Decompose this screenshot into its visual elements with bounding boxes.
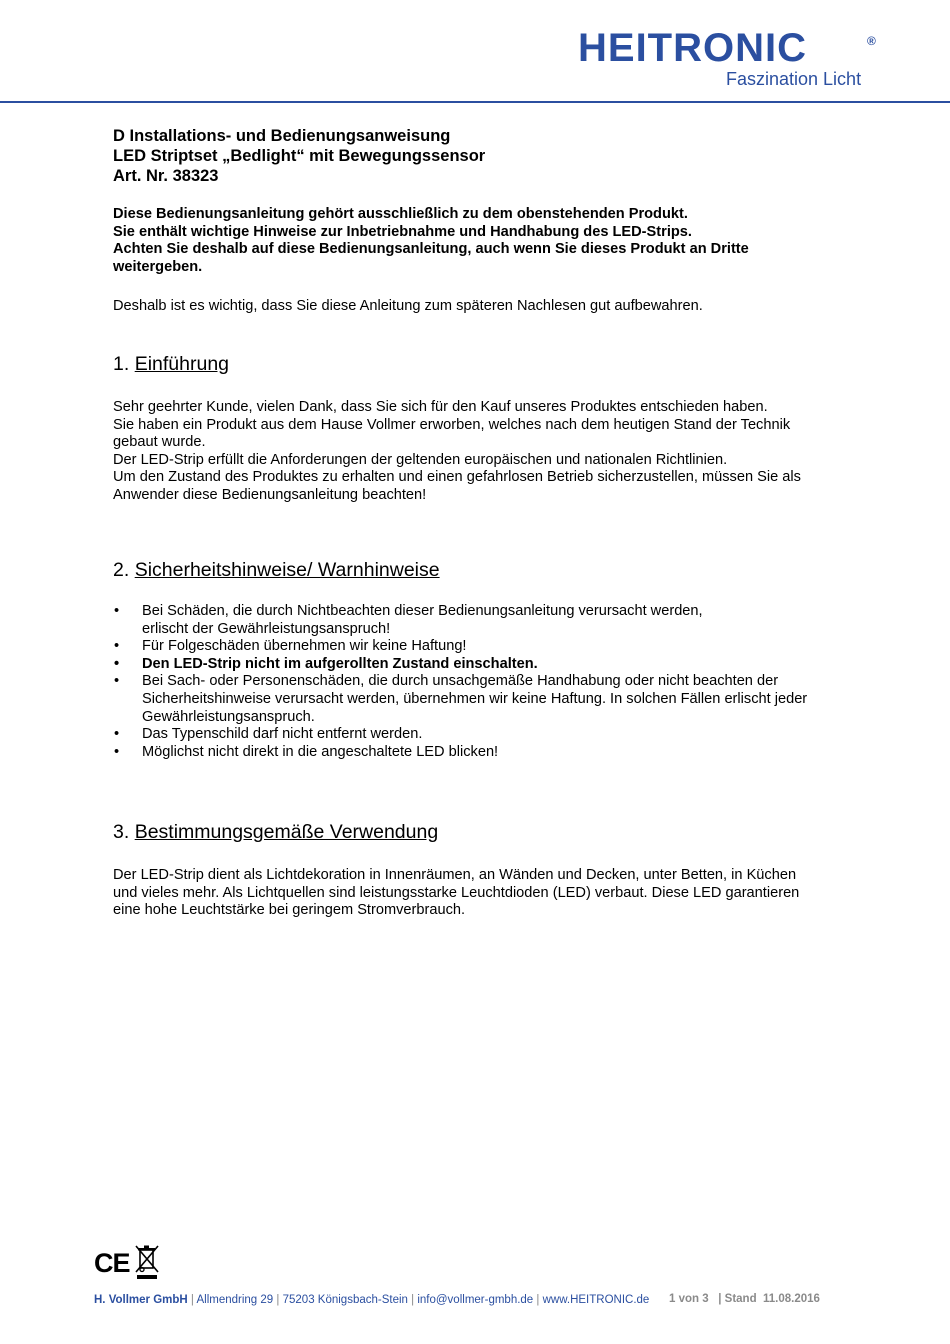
section-number: 3. — [113, 821, 130, 843]
safety-list — [113, 603, 843, 761]
footer-separator: | — [411, 1294, 415, 1306]
footer-separator: | — [190, 1294, 194, 1306]
registered-mark: ® — [867, 34, 876, 48]
document-title — [113, 126, 843, 186]
list-item — [113, 603, 843, 638]
paragraph-line: Sie haben ein Produkt aus dem Hause Vollmer erworben, welches nach dem heutigen Stand der Technik — [113, 416, 791, 433]
bullet-icon: • — [114, 673, 120, 690]
footer-separator: | — [536, 1294, 540, 1306]
list-item — [113, 673, 843, 726]
page-info — [669, 1293, 820, 1305]
intro-line: Sie enthält wichtige Hinweise zur Inbetriebnahme und Handhabung des LED-Strips. — [113, 223, 692, 240]
intro-line: Achten Sie deshalb auf diese Bedienungsanleitung, auch wenn Sie dieses Produkt an Dritte — [113, 241, 749, 258]
paragraph-line: und vieles mehr. Als Lichtquellen sind leistungsstarke Leuchtdioden (LED) verbaut. Diese LED garantieren — [113, 884, 800, 901]
paragraph-line: gebaut wurde. — [113, 434, 206, 451]
section-title: Einführung — [134, 353, 230, 375]
section-1-heading — [113, 352, 843, 376]
crossed-out-wheelie-bin-icon — [135, 1244, 159, 1280]
title-line-3: Art. Nr. 38323 — [113, 167, 219, 185]
list-item-line: Bei Sach- oder Personenschäden, die durch unsachgemäße Handhabung oder nicht beachten der — [142, 673, 779, 690]
email-address: info@vollmer-gmbh.de — [417, 1294, 534, 1306]
ce-mark-icon: CE — [94, 1248, 130, 1278]
list-item-line: Das Typenschild darf nicht entfernt werden. — [142, 726, 423, 743]
section-title: Bestimmungsgemäße Verwendung — [134, 821, 439, 843]
paragraph-line: Sehr geehrter Kunde, vielen Dank, dass Sie sich für den Kauf unseres Produktes entschieden haben. — [113, 399, 768, 415]
title-line-2: LED Striptset „Bedlight“ mit Bewegungssensor — [113, 147, 486, 165]
bullet-icon: • — [114, 655, 120, 672]
section-title: Sicherheitshinweise/ Warnhinweise — [134, 559, 440, 581]
section-3-heading — [113, 820, 843, 844]
brand-logo — [578, 28, 888, 92]
footer-separator: | — [276, 1294, 280, 1306]
bullet-icon: • — [114, 603, 120, 619]
paragraph-line: eine hohe Leuchtstärke bei geringem Stromverbrauch. — [113, 902, 466, 919]
brand-tagline: Faszination Licht — [726, 69, 862, 89]
stand-label: | Stand — [718, 1293, 757, 1305]
list-item — [113, 656, 843, 674]
intro-paragraph — [113, 206, 843, 276]
paragraph-line: Um den Zustand des Produktes zu erhalten und einen gefahrlosen Betrieb sicherzustellen, müssen Sie als — [113, 469, 801, 486]
intro-line: Diese Bedienungsanleitung gehört ausschließlich zu dem obenstehenden Produkt. — [113, 206, 688, 222]
intro-line: weitergeben. — [113, 258, 203, 275]
brand-name: HEITRONIC — [578, 26, 807, 70]
city-address: 75203 Königsbach-Stein — [282, 1294, 408, 1306]
section-1-body — [113, 399, 843, 505]
stand-date: 11.08.2016 — [762, 1293, 820, 1305]
paragraph-line: Der LED-Strip dient als Lichtdekoration in Innenräumen, an Wänden und Decken, unter Betten, in Küchen — [113, 867, 797, 883]
bullet-icon: • — [114, 638, 120, 655]
paragraph-line: Anwender diese Bedienungsanleitung beachten! — [113, 486, 427, 503]
list-item — [113, 726, 843, 744]
list-item — [113, 638, 843, 656]
list-item — [113, 744, 843, 762]
title-line-1: D Installations- und Bedienungsanweisung — [113, 127, 451, 145]
section-3-body — [113, 867, 843, 920]
company-name: H. Vollmer GmbH — [94, 1294, 188, 1306]
list-item-line: Für Folgeschäden übernehmen wir keine Haftung! — [142, 638, 467, 655]
list-item-line: Sicherheitshinweise verursacht werden, übernehmen wir keine Haftung. In solchen Fällen erlischt jeder — [142, 690, 808, 707]
list-item-line: Den LED-Strip nicht im aufgerollten Zustand einschalten. — [142, 655, 538, 672]
page-number: 1 von 3 — [669, 1293, 709, 1305]
bullet-icon: • — [114, 743, 120, 760]
paragraph-line: Der LED-Strip erfüllt die Anforderungen der geltenden europäischen und nationalen Richtlinien. — [113, 451, 728, 468]
keep-manual-note: Deshalb ist es wichtig, dass Sie diese Anleitung zum späteren Nachlesen gut aufbewahren. — [113, 298, 703, 314]
section-number: 2. — [113, 559, 130, 581]
bullet-icon: • — [114, 726, 120, 743]
header-divider — [0, 101, 950, 103]
list-item-line: erlischt der Gewährleistungsanspruch! — [142, 620, 391, 637]
list-item-line: Bei Schäden, die durch Nichtbeachten dieser Bedienungsanleitung verursacht werden, — [142, 603, 703, 619]
section-2-heading — [113, 558, 843, 582]
section-number: 1. — [113, 353, 130, 375]
street-address: Allmendring 29 — [196, 1294, 274, 1306]
list-item-line: Möglichst nicht direkt in die angeschaltete LED blicken! — [142, 743, 499, 760]
list-item-line: Gewährleistungsanspruch. — [142, 708, 315, 725]
website: www.HEITRONIC.de — [542, 1294, 650, 1306]
